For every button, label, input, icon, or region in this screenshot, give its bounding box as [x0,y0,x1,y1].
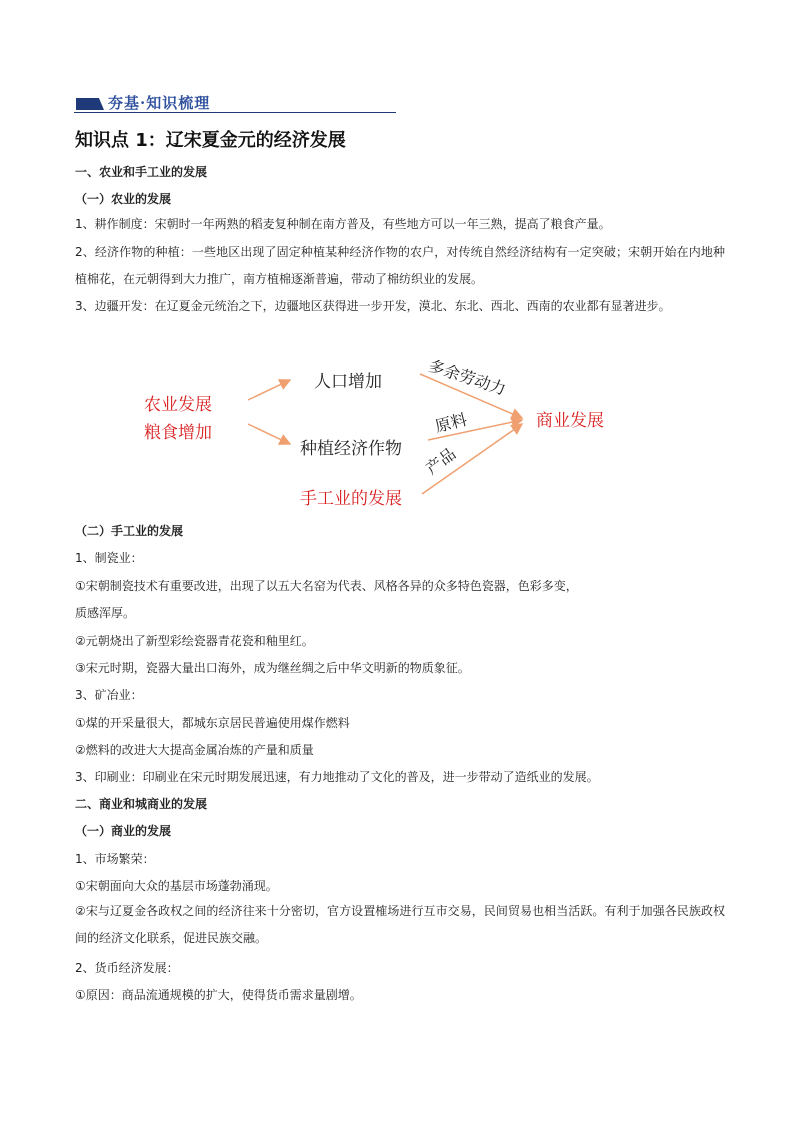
paragraph-frontier: 3、边疆开发：在辽夏金元统治之下，边疆地区获得进一步开发，漠北、东北、西北、西南的农业都有显著进步。 [75,299,671,313]
item-markets: 1、市场繁荣： [75,852,155,866]
item-printing: 3、印刷业：印刷业在宋元时期发展迅速，有力地推动了文化的普及，进一步带动了造纸业的发展。 [75,770,599,784]
item-mining-1: ①煤的开采量很大，都城东京居民普遍使用煤作燃料 [75,716,350,730]
item-markets-1: ①宋朝面向大众的基层市场蓬勃涌现。 [75,879,278,893]
page-title: 知识点 1：辽宋夏金元的经济发展 [75,130,346,151]
banner-bar [76,98,104,110]
subheading-commerce: （一）商业的发展 [75,824,172,838]
banner-title: 夯基·知识梳理 [108,94,211,112]
item-porcelain-2: ②元朝烧出了新型彩绘瓷器青花瓷和釉里红。 [75,634,314,648]
node-cash-crops: 种植经济作物 [300,439,402,459]
item-porcelain-1-cont: 质感浑厚。 [75,606,136,620]
subheading-agriculture: （一）农业的发展 [75,192,172,206]
item-porcelain: 1、制瓷业： [75,551,143,565]
label-raw-materials: 原料 [433,409,469,437]
section-heading-1: 一、农业和手工业的发展 [75,165,208,179]
node-agriculture: 农业发展 [144,395,212,415]
item-porcelain-1: ①宋朝制瓷技术有重要改进，出现了以五大名窑为代表、风格各异的众多特色瓷器，色彩多变， [75,579,578,593]
paragraph-farming-system: 1、耕作制度：宋朝时一年两熟的稻麦复种制在南方普及，有些地方可以一年三熟，提高了粮食产量。 [75,217,611,231]
item-porcelain-3: ③宋元时期，瓷器大量出口海外，成为继丝绸之后中华文明新的物质象征。 [75,661,470,675]
banner-rule [74,112,396,113]
flow-diagram [130,352,630,520]
item-mining-2: ②燃料的改进大大提高金属冶炼的产量和质量 [75,743,314,757]
item-currency: 2、货币经济发展： [75,961,179,975]
paragraph-cash-crops: 2、经济作物的种植：一些地区出现了固定种植某种经济作物的农户，对传统自然经济结构有一定突破；宋朝开始在内地种植棉花，在元朝得到大力推广，南方植棉逐渐普遍，带动了棉纺织业的发展。 [75,245,725,286]
arrow-to-cash-crops [248,424,290,444]
arrow-to-population [248,380,290,400]
section-heading-2: 二、商业和城商业的发展 [75,797,208,811]
label-products: 产品 [422,444,460,479]
item-currency-1: ①原因：商品流通规模的扩大，使得货币需求量剧增。 [75,988,362,1002]
node-commerce: 商业发展 [536,411,604,431]
node-grain: 粮食增加 [144,423,212,443]
label-surplus-labor: 多余劳动力 [426,355,509,399]
item-markets-2: ②宋与辽夏金各政权之间的经济往来十分密切，官方设置榷场进行互市交易，民间贸易也相当活跃。有利于加强各民族政权间的经济文化联系，促进民族交融。 [75,904,725,945]
item-mining: 3、矿冶业： [75,688,143,702]
node-handicraft: 手工业的发展 [300,489,402,509]
section-banner [74,92,396,116]
node-population: 人口增加 [314,372,382,392]
subheading-handicraft: （二）手工业的发展 [75,524,184,538]
